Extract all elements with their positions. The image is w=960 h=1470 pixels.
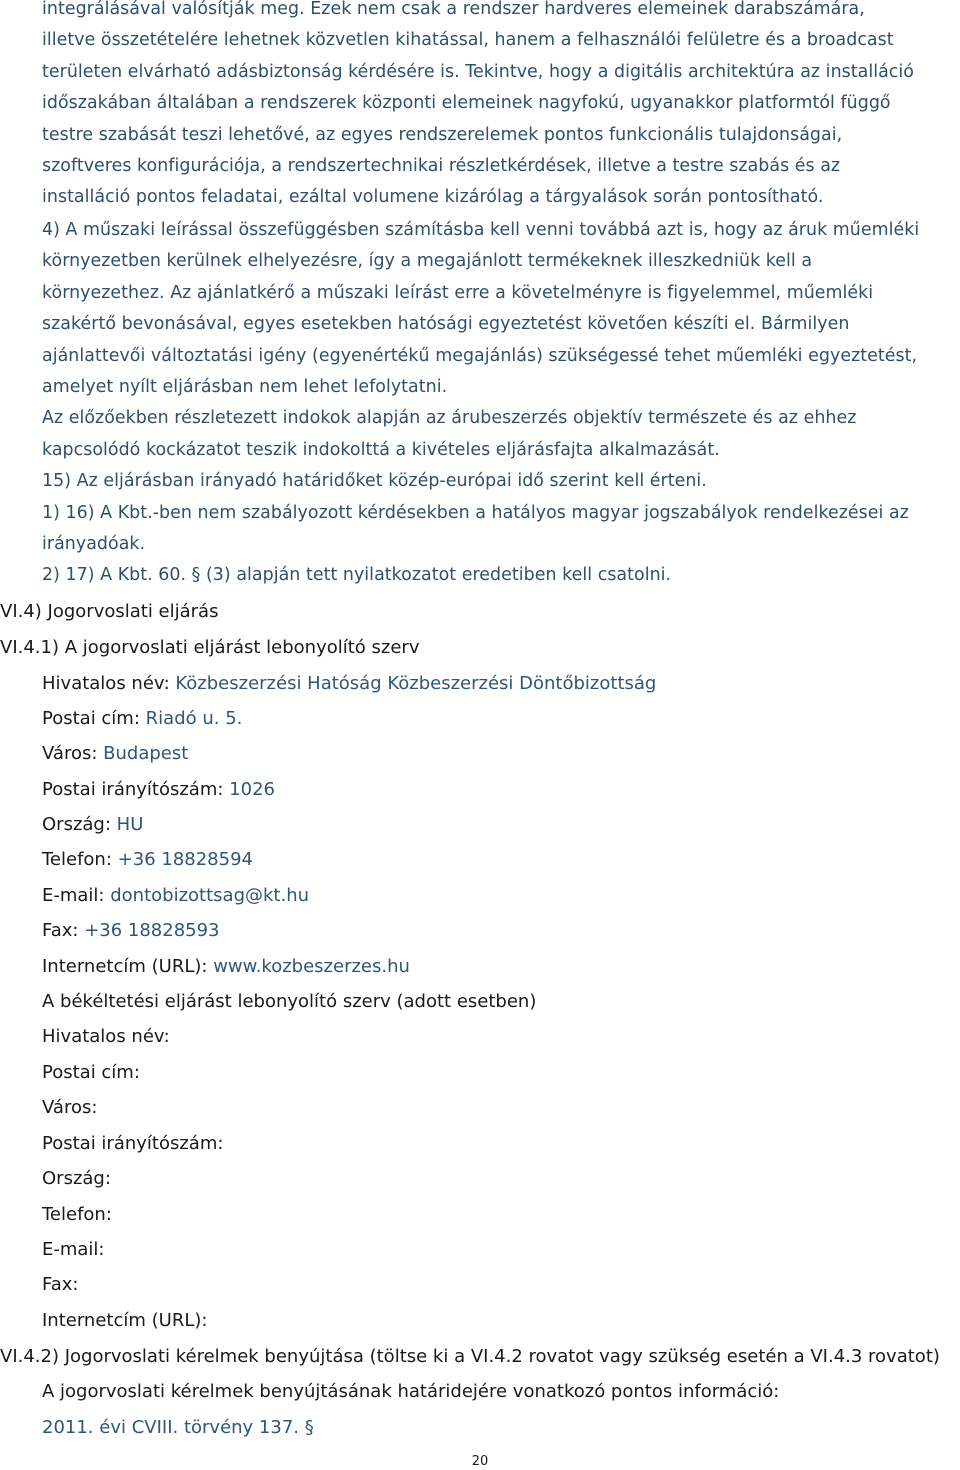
text-line: 4) A műszaki leírással összefüggésben számításba kell venni továbbá azt is, hogy az áruk műemléki (42, 220, 920, 240)
section-heading-vi42: VI.4.2) Jogorvoslati kérelmek benyújtása (töltse ki a VI.4.2 rovatot vagy szükség esetén a VI.4.3 rovatot) (0, 1346, 940, 1367)
mediation-address-field: Postai cím: (42, 1062, 140, 1083)
review-name-field (42, 672, 656, 696)
field-label: Fax: (42, 920, 79, 941)
text-line: időszakában általában a rendszerek központi elemeinek nagyfokú, ugyanakkor platformtól függő (42, 93, 891, 114)
text-line: szakértő bevonásával, egyes esetekben hatósági egyeztetést követően készíti el. Bármilyen (42, 314, 850, 335)
text-line: integrálásával valósítják meg. Ezek nem csak a rendszer hardveres elemeinek darabszámára, (42, 0, 865, 19)
mediation-name-field: Hivatalos név: (42, 1026, 170, 1047)
review-url-field (42, 955, 410, 979)
url-link[interactable]: www.kozbeszerzes.hu (213, 956, 410, 977)
text-line: környezethez. Az ajánlatkérő a műszaki leírást erre a követelményre is figyelemmel, műemléki (42, 282, 874, 303)
text-line: kapcsolódó kockázatot teszik indokolttá a kivételes eljárásfajta alkalmazását. (42, 439, 720, 460)
email-link[interactable]: dontobizottsag@kt.hu (110, 885, 310, 906)
text-line: szoftveres konfigurációja, a rendszertechnikai részletkérdések, illetve a testre szabás és az (42, 156, 841, 177)
field-label: Telefon: (42, 849, 112, 870)
notes-paragraph (42, 215, 948, 592)
field-label: Város: (42, 743, 98, 764)
field-value: Budapest (103, 743, 189, 764)
page-number: 20 (471, 1454, 489, 1469)
mediation-city-field: Város: (42, 1097, 98, 1118)
deadline-label: A jogorvoslati kérelmek benyújtásának határidejére vonatkozó pontos információ: (42, 1381, 780, 1402)
field-value: HU (116, 814, 144, 835)
field-value: 1026 (229, 779, 275, 800)
review-email-field (42, 884, 309, 908)
mediation-phone-field: Telefon: (42, 1204, 112, 1225)
review-fax-field (42, 919, 220, 943)
text-line: illetve összetételére lehetnek közvetlen kihatással, hanem a felhasználói felületre és a broadcast (42, 30, 894, 51)
field-label: Internetcím (URL): (42, 956, 208, 977)
mediation-postcode-field: Postai irányítószám: (42, 1133, 224, 1154)
review-city-field (42, 742, 188, 766)
mediation-url-field: Internetcím (URL): (42, 1310, 208, 1331)
field-label: E-mail: (42, 885, 105, 906)
mediation-email-field: E-mail: (42, 1239, 105, 1260)
section-heading-vi4: VI.4) Jogorvoslati eljárás (0, 601, 219, 622)
intro-paragraph (42, 0, 948, 214)
text-line: 1) 16) A Kbt.-ben nem szabályozott kérdésekben a hatályos magyar jogszabályok rendelkezései az (42, 502, 909, 523)
review-address-field (42, 707, 242, 731)
field-value: +36 18828593 (84, 920, 220, 941)
text-line: környezetben kerülnek elhelyezésre, így a megajánlott termékeknek illeszkedniük kell a (42, 251, 813, 272)
section-heading-vi41: VI.4.1) A jogorvoslati eljárást lebonyolító szerv (0, 637, 420, 658)
field-label: Hivatalos név: (42, 673, 170, 694)
text-line: amelyet nyílt eljárásban nem lehet lefolytatni. (42, 377, 448, 398)
field-value: +36 18828594 (117, 849, 253, 870)
review-phone-field (42, 848, 253, 872)
text-line: ajánlattevői változtatási igény (egyenértékű megajánlás) szükségessé tehet műemléki egyeztetést, (42, 345, 918, 366)
text-line: területen elvárható adásbiztonság kérdésére is. Tekintve, hogy a digitális architektúra az installáció (42, 61, 914, 82)
review-country-field (42, 813, 143, 837)
mediation-country-field: Ország: (42, 1168, 111, 1189)
text-line: installáció pontos feladatai, ezáltal volumene kizárólag a tárgyalások során pontosítható. (42, 187, 824, 208)
field-label: Postai irányítószám: (42, 779, 224, 800)
deadline-value: 2011. évi CVIII. törvény 137. § (42, 1417, 314, 1438)
mediation-heading: A békéltetési eljárást lebonyolító szerv (adott esetben) (42, 991, 537, 1012)
field-label: Postai cím: (42, 708, 140, 729)
text-line: Az előzőekben részletezett indokok alapján az árubeszerzés objektív természete és az ehhez (42, 408, 857, 429)
text-line: irányadóak. (42, 534, 146, 555)
text-line: testre szabását teszi lehetővé, az egyes rendszerelemek pontos funkcionális tulajdonságai, (42, 124, 843, 145)
text-line: 2) 17) A Kbt. 60. § (3) alapján tett nyilatkozatot eredetiben kell csatolni. (42, 565, 672, 586)
field-label: Ország: (42, 814, 111, 835)
text-line: 15) Az eljárásban irányadó határidőket közép-európai idő szerint kell érteni. (42, 471, 707, 492)
field-value: Riadó u. 5. (145, 708, 243, 729)
field-value: Közbeszerzési Hatóság Közbeszerzési Döntőbizottság (175, 673, 657, 694)
review-postcode-field (42, 778, 275, 802)
mediation-fax-field: Fax: (42, 1274, 79, 1295)
